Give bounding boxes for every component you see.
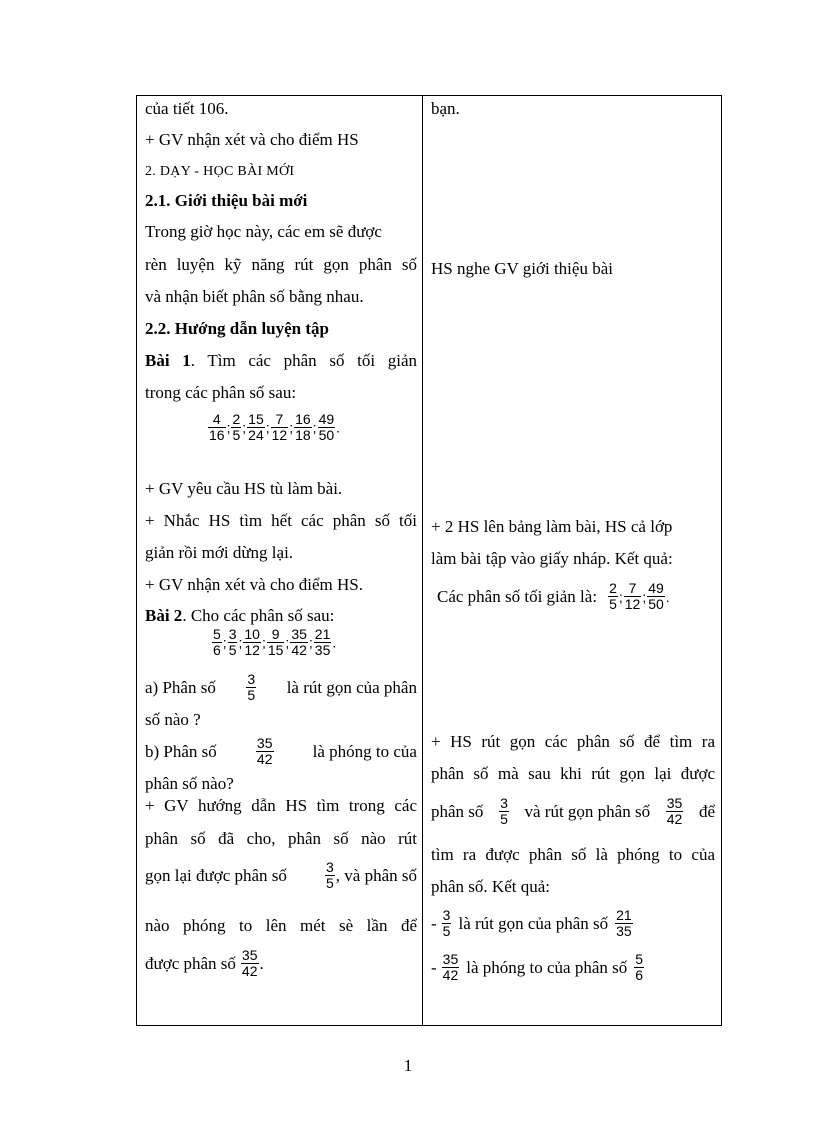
left-line: phân số đã cho, phân số nào rút — [145, 829, 417, 848]
right-line — [431, 796, 715, 827]
left-line — [145, 948, 264, 979]
exercise-1-title — [145, 351, 417, 371]
text: b) Phân số — [145, 741, 217, 761]
right-line: HS nghe GV giới thiệu bài — [431, 259, 613, 278]
exercise-label: Bài 1 — [145, 351, 191, 370]
section-heading: 2. DẠY - HỌC BÀI MỚI — [145, 164, 295, 179]
left-line — [145, 222, 417, 242]
fraction: $\frac{3}{5}$ — [325, 859, 334, 891]
right-answer-1: Các phân số tối giản là: $\frac{2}{5}$ ; $\frac{7}{12}$ ; $\frac{49}{50}$ . — [437, 580, 670, 612]
fraction: $\frac{3}{5}$ — [442, 907, 451, 939]
left-line: + GV nhận xét và cho điểm HS — [145, 130, 359, 149]
left-line: và nhận biết phân số bằng nhau. — [145, 287, 364, 306]
text: a) Phân số — [145, 677, 216, 697]
fraction: $\frac{49}{50}$ — [648, 580, 664, 612]
text: . Tìm các phân số tối giản — [190, 351, 417, 370]
subsection-heading: 2.1. Giới thiệu bài mới — [145, 191, 308, 210]
fraction: $\frac{15}{24}$ — [248, 411, 264, 443]
fraction: $\frac{35}{42}$ — [666, 795, 683, 827]
text: phân số — [431, 801, 484, 821]
fraction: $\frac{3}{5}$ — [228, 626, 237, 658]
right-line: phân số. Kết quả: — [431, 877, 550, 896]
fraction: $\frac{5}{6}$ — [635, 951, 644, 983]
right-result-b — [431, 952, 645, 983]
lesson-table — [136, 95, 722, 1026]
fraction: $\frac{10}{12}$ — [244, 626, 260, 658]
fraction: $\frac{3}{5}$ — [500, 795, 508, 827]
left-line: nào phóng to lên mét sè lần để — [145, 916, 417, 935]
text: là phóng to của — [312, 741, 417, 761]
fraction: $\frac{21}{35}$ — [616, 907, 632, 939]
fraction: $\frac{3}{5}$ — [247, 671, 256, 703]
fraction: $\frac{35}{42}$ — [256, 735, 273, 767]
right-line: tìm ra được phân số là phóng to của — [431, 845, 715, 864]
right-line: + HS rút gọn các phân số để tìm ra — [431, 732, 715, 751]
left-line: + Nhắc HS tìm hết các phân số tối — [145, 511, 417, 530]
right-line: làm bài tập vào giấy nháp. Kết quả: — [431, 549, 673, 568]
right-result-a — [431, 908, 634, 939]
text: , và phân số — [335, 865, 417, 885]
text: là phóng to của phân số — [466, 957, 628, 977]
text: là rút gọn của phân — [286, 677, 417, 697]
fraction: $\frac{5}{6}$ — [213, 626, 221, 658]
question-b — [145, 736, 417, 767]
text: - — [431, 957, 437, 977]
text: được phân số — [145, 953, 236, 973]
left-line: trong các phân số sau: — [145, 383, 297, 402]
text: là rút gọn của phân số — [458, 913, 609, 933]
fraction: $\frac{16}{18}$ — [295, 411, 311, 443]
text: Trong giờ học này, các em sẽ được — [145, 222, 382, 241]
left-line: + GV yêu cầu HS tù làm bài. — [145, 479, 343, 498]
text: để — [698, 801, 715, 821]
fraction: $\frac{2}{5}$ — [232, 411, 241, 443]
column-divider — [422, 96, 423, 1025]
fraction: $\frac{35}{42}$ — [291, 626, 307, 658]
text: . Cho các phân số sau: — [182, 606, 335, 625]
question-a — [145, 672, 417, 703]
fraction: $\frac{9}{15}$ — [267, 626, 284, 658]
fraction: $\frac{7}{12}$ — [271, 411, 288, 443]
text: và rút gọn phân số — [524, 801, 651, 821]
left-line: + GV nhận xét và cho điểm HS. — [145, 575, 363, 594]
exercise-2-title — [145, 606, 334, 626]
text: - — [431, 913, 437, 933]
exercise-label: Bài 2 — [145, 606, 183, 625]
left-line: giản rồi mới dừng lại. — [145, 543, 294, 562]
right-line: phân số mà sau khi rút gọn lại được — [431, 764, 715, 783]
right-line: bạn. — [431, 99, 460, 118]
text: . — [259, 953, 264, 973]
exercise-1-fractions: $\frac{4}{16}$ ; $\frac{2}{5}$ ; $\frac{15}{24}$ ; $\frac{7}{12}$ ; $\frac{16}{18}$ ; $\frac{49}{50}$ . — [209, 411, 341, 443]
left-line — [145, 860, 417, 891]
fraction: $\frac{49}{50}$ — [318, 411, 335, 443]
left-line: phân số nào? — [145, 774, 234, 793]
subsection-heading: 2.2. Hướng dẫn luyện tập — [145, 319, 329, 338]
text: Các phân số tối giản là: — [437, 586, 598, 606]
fraction: $\frac{2}{5}$ — [609, 580, 617, 612]
page-number: 1 — [403, 1056, 413, 1075]
fraction: $\frac{35}{42}$ — [442, 951, 459, 983]
fraction: $\frac{4}{16}$ — [209, 411, 225, 443]
right-line: + 2 HS lên bảng làm bài, HS cả lớp — [431, 517, 673, 536]
left-line: + GV hướng dẫn HS tìm trong các — [145, 796, 417, 815]
left-line: rèn luyện kỹ năng rút gọn phân số — [145, 255, 417, 274]
left-line: của tiết 106. — [145, 99, 229, 118]
text: gọn lại được phân số — [145, 865, 287, 885]
fraction: $\frac{35}{42}$ — [241, 947, 258, 979]
fraction: $\frac{21}{35}$ — [314, 626, 331, 658]
fraction: $\frac{7}{12}$ — [624, 580, 641, 612]
left-line: số nào ? — [145, 710, 201, 729]
exercise-2-fractions: $\frac{5}{6}$ ; $\frac{3}{5}$ ; $\frac{10}{12}$ ; $\frac{9}{15}$ ; $\frac{35}{42}$ ; $\frac{21}{35}$ . — [213, 626, 337, 658]
